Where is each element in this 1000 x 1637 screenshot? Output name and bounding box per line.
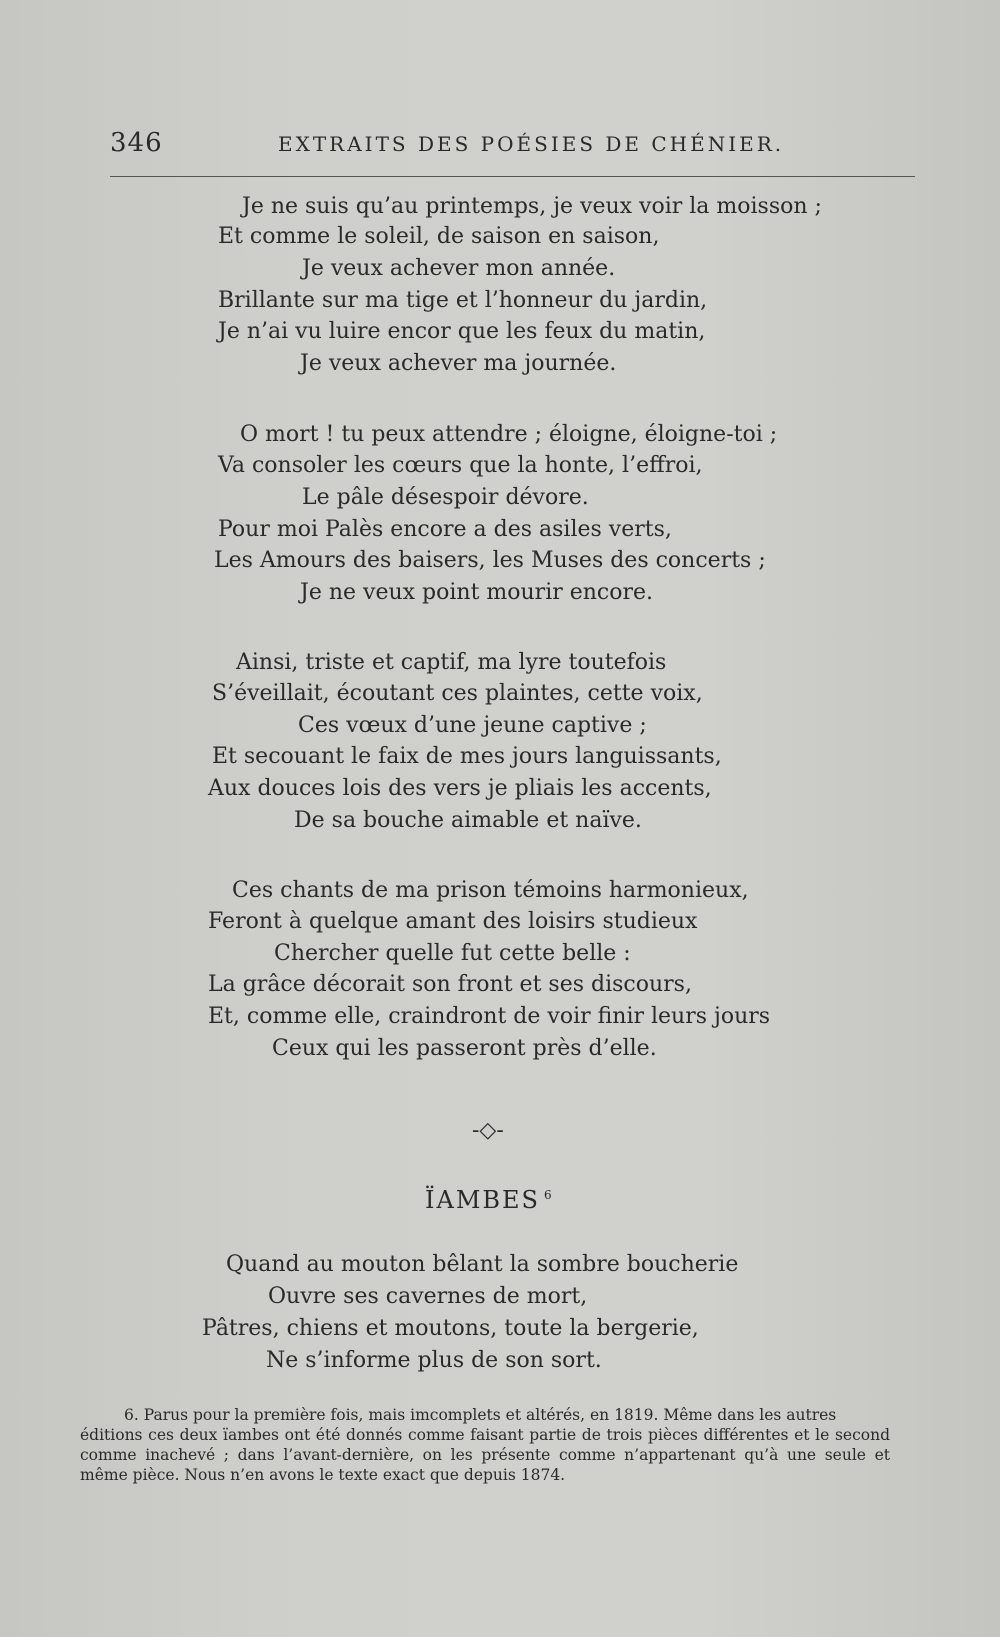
verse-line: Aux douces lois des vers je pliais les accents, bbox=[208, 776, 712, 801]
verse-line: Va consoler les cœurs que la honte, l’effroi, bbox=[218, 453, 703, 478]
verse-line: O mort ! tu peux attendre ; éloigne, éloigne-toi ; bbox=[240, 422, 778, 447]
page-number: 346 bbox=[110, 128, 163, 158]
footnote bbox=[80, 1405, 890, 1485]
verse-line: Le pâle désespoir dévore. bbox=[302, 485, 589, 510]
footnote-first-line bbox=[80, 1405, 890, 1425]
verse-line: Je ne suis qu’au printemps, je veux voir la moisson ; bbox=[242, 194, 822, 219]
verse-line: Et comme le soleil, de saison en saison, bbox=[218, 224, 660, 249]
footnote-text-rest: éditions ces deux ïambes ont été donnés comme faisant partie de trois pièces différentes et le second comme inachevé ; dans l’avant-dernière, on les présente comme n’appartenant qu’à une seule et même pièce. Nous n’en avons le texte exact que depuis 1874. bbox=[80, 1426, 890, 1484]
verse-line: La grâce décorait son front et ses discours, bbox=[208, 972, 692, 997]
verse-line: Les Amours des baisers, les Muses des concerts ; bbox=[214, 548, 766, 573]
footnote-number: 6. bbox=[124, 1406, 139, 1424]
verse-line: Je veux achever ma journée. bbox=[300, 351, 617, 376]
verse-line: S’éveillait, écoutant ces plaintes, cette voix, bbox=[212, 681, 703, 706]
section-title bbox=[425, 1186, 552, 1214]
section-title-text: ÏAMBES bbox=[425, 1186, 540, 1214]
verse-line: Ne s’informe plus de son sort. bbox=[266, 1348, 602, 1373]
verse-line: Pour moi Palès encore a des asiles verts, bbox=[218, 517, 672, 542]
verse-line: Je ne veux point mourir encore. bbox=[300, 580, 654, 605]
running-head bbox=[110, 128, 910, 168]
running-title: EXTRAITS DES POÉSIES DE CHÉNIER. bbox=[278, 132, 785, 156]
verse-line: Ouvre ses cavernes de mort, bbox=[268, 1284, 588, 1309]
verse-line: Ces vœux d’une jeune captive ; bbox=[298, 713, 647, 738]
verse-line: Pâtres, chiens et moutons, toute la bergerie, bbox=[202, 1316, 699, 1341]
verse-line: De sa bouche aimable et naïve. bbox=[294, 808, 642, 833]
verse-line: Ainsi, triste et captif, ma lyre toutefois bbox=[236, 650, 667, 675]
verse-line: Je veux achever mon année. bbox=[302, 256, 616, 281]
verse-line: Ceux qui les passeront près d’elle. bbox=[272, 1036, 657, 1061]
verse-line: Brillante sur ma tige et l’honneur du jardin, bbox=[218, 288, 708, 313]
verse-line: Quand au mouton bêlant la sombre boucherie bbox=[226, 1252, 739, 1277]
header-rule bbox=[110, 176, 915, 177]
verse-line: Ces chants de ma prison témoins harmonieux, bbox=[232, 878, 749, 903]
section-ornament: -◇- bbox=[472, 1118, 504, 1143]
verse-line: Feront à quelque amant des loisirs studieux bbox=[208, 909, 698, 934]
footnote-ref: 6 bbox=[543, 1188, 552, 1202]
verse-line: Et secouant le faix de mes jours languissants, bbox=[212, 744, 722, 769]
footnote-text-start: Parus pour la première fois, mais imcomplets et altérés, en 1819. Même dans les autres bbox=[143, 1406, 837, 1424]
verse-line: Chercher quelle fut cette belle : bbox=[274, 941, 631, 966]
verse-line: Je n’ai vu luire encor que les feux du matin, bbox=[218, 319, 706, 344]
verse-line: Et, comme elle, craindront de voir finir leurs jours bbox=[208, 1004, 771, 1029]
